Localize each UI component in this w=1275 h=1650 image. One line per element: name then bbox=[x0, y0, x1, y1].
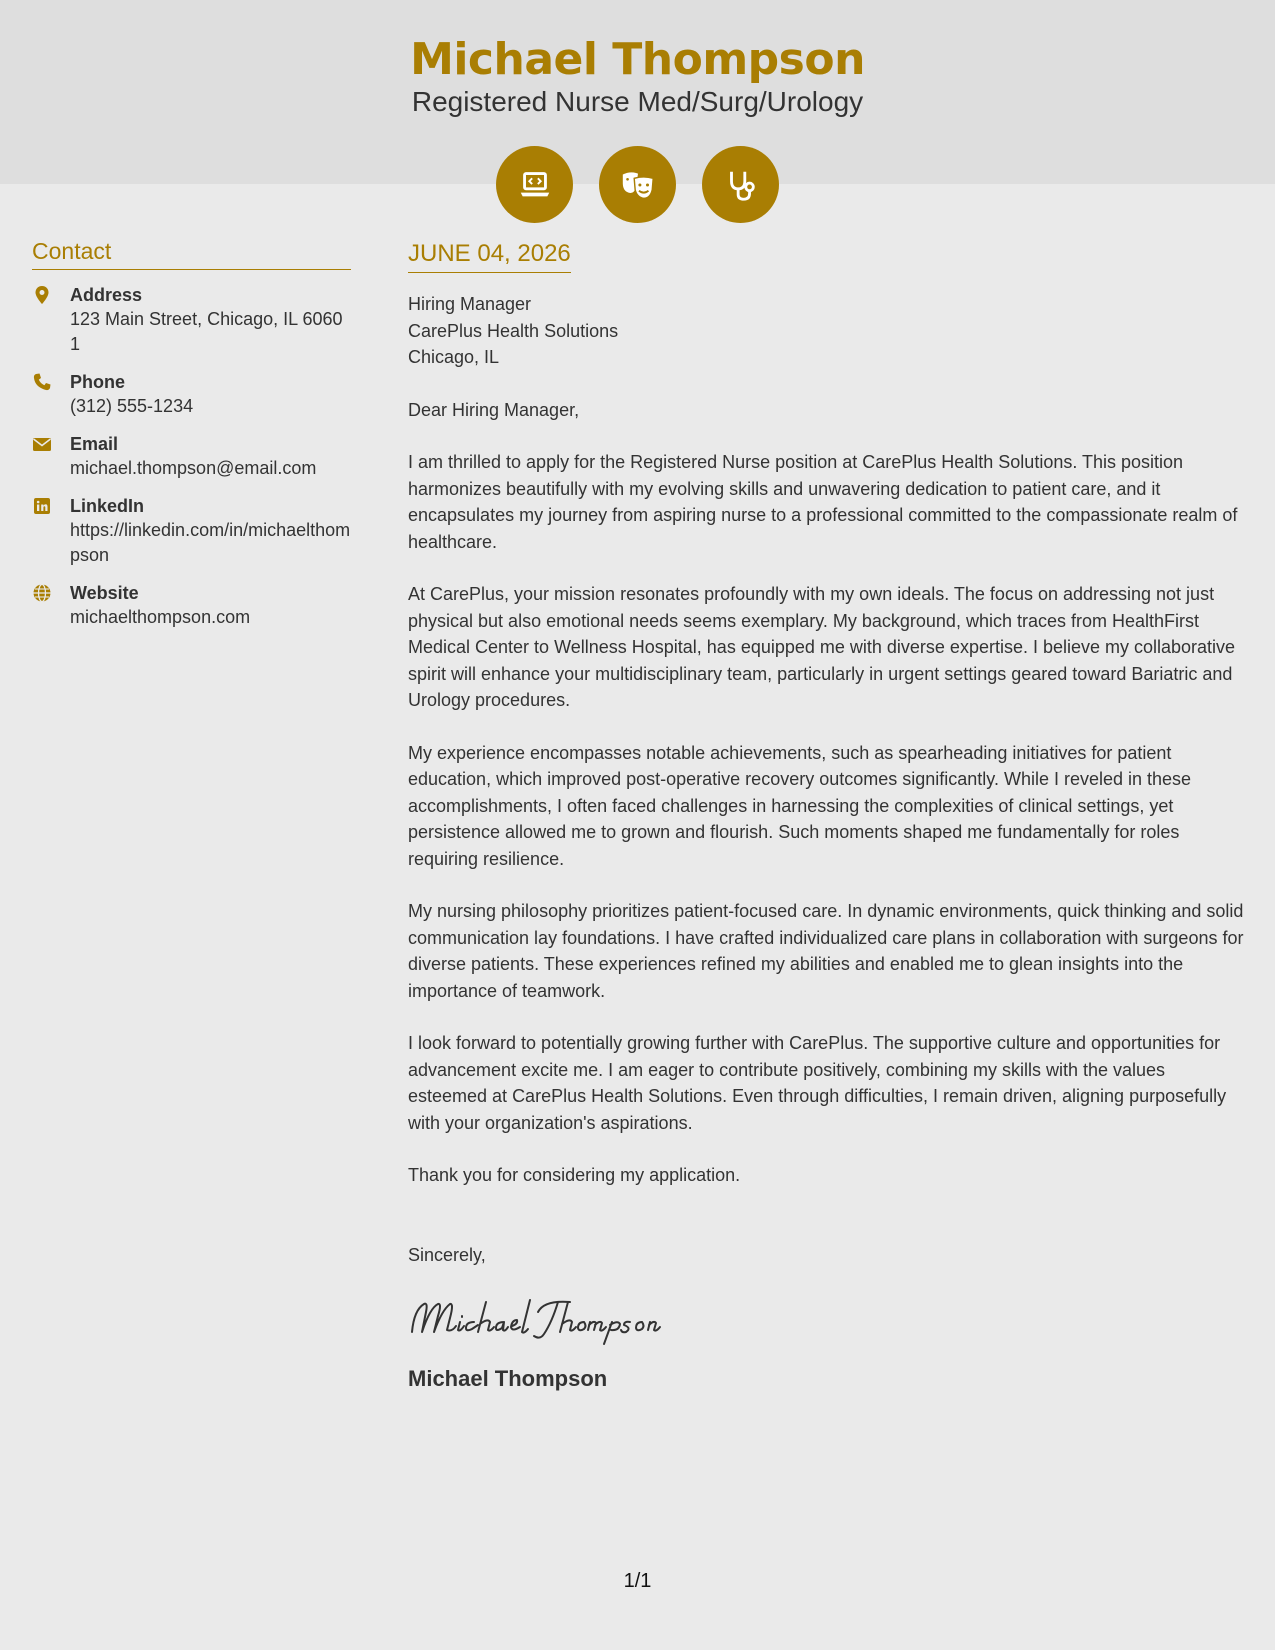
website-value[interactable]: michaelthompson.com bbox=[70, 607, 251, 627]
handwritten-signature bbox=[408, 1292, 1248, 1348]
contact-heading: Contact bbox=[32, 238, 351, 270]
laptop-code-icon bbox=[496, 146, 573, 223]
recipient-line: Hiring Manager bbox=[408, 294, 532, 314]
globe-icon bbox=[32, 581, 70, 630]
recipient-block bbox=[408, 291, 1248, 371]
closing: Sincerely, bbox=[408, 1244, 486, 1265]
contact-label: Email bbox=[70, 434, 119, 454]
email-value[interactable]: michael.thompson@email.com bbox=[70, 458, 317, 478]
contact-label: LinkedIn bbox=[70, 496, 145, 516]
contact-website bbox=[32, 581, 351, 630]
address-value: 123 Main Street, Chicago, IL 60601 bbox=[70, 309, 343, 354]
contact-email bbox=[32, 432, 351, 481]
contact-linkedin bbox=[32, 494, 351, 568]
letter-paragraph: I am thrilled to apply for the Registered Nurse position at CarePlus Health Solutions. This position harmonizes beautifully with my evolving skills and unwavering dedication to patient care, and it encapsulates my journey from aspiring nurse to a professional committed to the compassionate realm of healthcare. bbox=[408, 452, 1238, 552]
contact-address bbox=[32, 283, 351, 357]
letter-paragraph: At CarePlus, your mission resonates profoundly with my own ideals. The focus on addressing not just physical but also emotional needs seems exemplary. My background, which traces from HealthFirst Medical Center to Wellness Hospital, has equipped me with diverse expertise. I believe my collaborative spirit will enhance your multidisciplinary team, particularly in urgent settings geared toward Bariatric and Urology procedures. bbox=[408, 584, 1236, 710]
contact-label: Website bbox=[70, 583, 139, 603]
contact-phone bbox=[32, 370, 351, 419]
phone-value: (312) 555-1234 bbox=[70, 396, 194, 416]
linkedin-value[interactable]: https://linkedin.com/in/michaelthompson bbox=[70, 520, 351, 565]
letter-date: JUNE 04, 2026 bbox=[408, 240, 571, 273]
envelope-icon bbox=[32, 432, 70, 481]
linkedin-icon bbox=[32, 494, 70, 568]
page-number: 1/1 bbox=[623, 1570, 652, 1592]
signed-name: Michael Thompson bbox=[408, 1366, 608, 1391]
contact-sidebar bbox=[32, 238, 351, 630]
map-pin-icon bbox=[32, 283, 70, 357]
phone-icon bbox=[32, 370, 70, 419]
interest-icons bbox=[0, 146, 1275, 223]
recipient-line: CarePlus Health Solutions bbox=[408, 320, 619, 341]
applicant-role: Registered Nurse Med/Surg/Urology bbox=[411, 86, 864, 117]
recipient-line: Chicago, IL bbox=[408, 347, 500, 367]
letter-body bbox=[408, 240, 1248, 1392]
letter-paragraph: Thank you for considering my application. bbox=[408, 1165, 741, 1185]
letter-paragraph: I look forward to potentially growing further with CarePlus. The supportive culture and opportunities for advancement excite me. I am eager to contribute positively, combining my skills with the values esteemed at CarePlus Health Solutions. Even through difficulties, I remain driven, aligning purposefully with your organization's aspirations. bbox=[408, 1033, 1227, 1133]
applicant-name: Michael Thompson bbox=[410, 34, 865, 85]
letter-paragraph: My nursing philosophy prioritizes patient-focused care. In dynamic environments, quick thinking and solid communication lay foundations. I have crafted individualized care plans in collaboration with surgeons for diverse patients. These experiences refined my abilities and enabled me to glean insights into the importance of teamwork. bbox=[408, 901, 1244, 1001]
theater-masks-icon bbox=[599, 146, 676, 223]
contact-label: Address bbox=[70, 285, 143, 305]
stethoscope-icon bbox=[702, 146, 779, 223]
letter-paragraph: My experience encompasses notable achievements, such as spearheading initiatives for patient education, which improved post-operative recovery outcomes significantly. While I reveled in these accomplishments, I often faced challenges in harnessing the complexities of clinical settings, yet persistence allowed me to grown and flourish. Such moments shaped me fundamentally for roles requiring resilience. bbox=[408, 742, 1192, 869]
contact-label: Phone bbox=[70, 372, 126, 392]
salutation: Dear Hiring Manager, bbox=[408, 399, 580, 420]
